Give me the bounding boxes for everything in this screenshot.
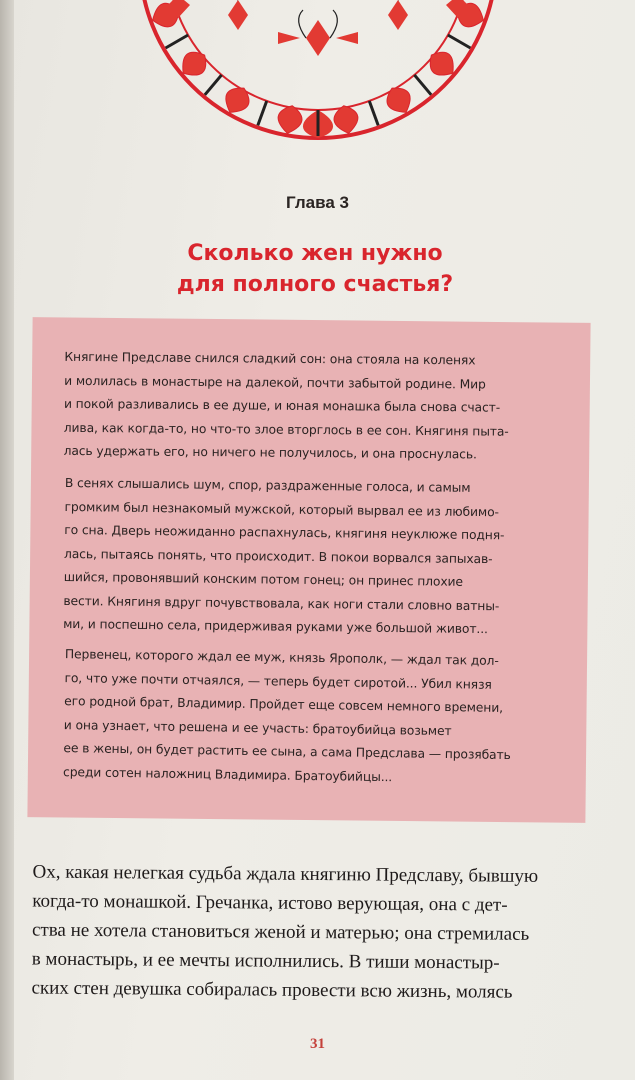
excerpt-line: Княгине Предславе снился сладкий сон: она стояла на коленях xyxy=(64,349,476,368)
body-line: в монастырь, и ее мечты исполнились. В тиши монастыр- xyxy=(31,948,500,974)
excerpt-line: Первенец, которого ждал ее муж, князь Ярополк, — ждал так дол- xyxy=(64,647,499,668)
excerpt-line: В сенях слышались шум, спор, раздраженные голоса, и самым xyxy=(64,475,471,495)
body-line: Ох, какая нелегкая судьба ждала княгиню Предславу, бывшую xyxy=(32,861,539,887)
excerpt-line: его родной брат, Владимир. Пройдет еще совсем немного времени, xyxy=(64,694,504,715)
folk-ornament-medallion xyxy=(118,0,518,140)
excerpt-line: вести. Княгиня вдруг почувствовала, как ноги стали словно ватны- xyxy=(63,593,500,613)
body-line: ства не хотела становиться женой и матерью; она стремилась xyxy=(31,919,530,945)
excerpt-line: лась, пытаясь понять, что происходит. В покои ворвался запыхав- xyxy=(63,546,493,566)
excerpt-line: и она узнает, что решена и ее участь: братоубийца возьмет xyxy=(63,717,452,738)
excerpt-paragraph-2 xyxy=(63,472,565,643)
body-paragraph xyxy=(31,858,602,1008)
book-spine xyxy=(0,0,14,1080)
excerpt-line: лась удержать его, но ничего не получилось, и она проснулась. xyxy=(63,443,477,462)
excerpt-paragraph-1 xyxy=(63,346,564,468)
excerpt-line: ми, и поспешно села, придерживая руками уже большой живот... xyxy=(63,616,488,637)
excerpt-line: и покой разливались в ее душе, и юная монашка была снова счаст- xyxy=(63,396,501,415)
excerpt-line: го, что уже почти отчаялся, — теперь будет сиротой... Убил князя xyxy=(64,670,492,692)
excerpt-line: лива, как когда-то, но что-то злое вторглось в ее сон. Княгиня пыта- xyxy=(63,420,509,439)
excerpt-line: ее в жены, он будет растить ее сына, а сама Предслава — прозябать xyxy=(63,741,511,763)
body-line: когда-то монашкой. Гречанка, истово верующая, она с дет- xyxy=(32,890,508,916)
chapter-label: Глава 3 xyxy=(286,193,349,212)
excerpt-line: и молилась в монастыре на далекой, почти забытой родине. Мир xyxy=(64,373,486,391)
chapter-title-line: для полного счастья? xyxy=(176,272,454,297)
excerpt-line: среди сотен наложниц Владимира. Братоубийцы... xyxy=(63,764,393,784)
body-line: ских стен девушка собиралась провести всю жизнь, молясь xyxy=(31,977,513,1003)
page-number: 31 xyxy=(310,1036,325,1052)
chapter-title xyxy=(60,238,570,300)
chapter-title-line: Сколько жен нужно xyxy=(187,241,443,266)
excerpt-paragraph-3 xyxy=(63,643,565,792)
excerpt-line: шийся, провонявший конским потом гонец; он принес плохие xyxy=(63,569,464,589)
excerpt-line: громким был незнакомый мужской, который вырвал ее из любимо- xyxy=(64,499,499,519)
excerpt-line: го сна. Дверь неожиданно распахнулась, княгиня неуклюже подня- xyxy=(64,522,505,543)
